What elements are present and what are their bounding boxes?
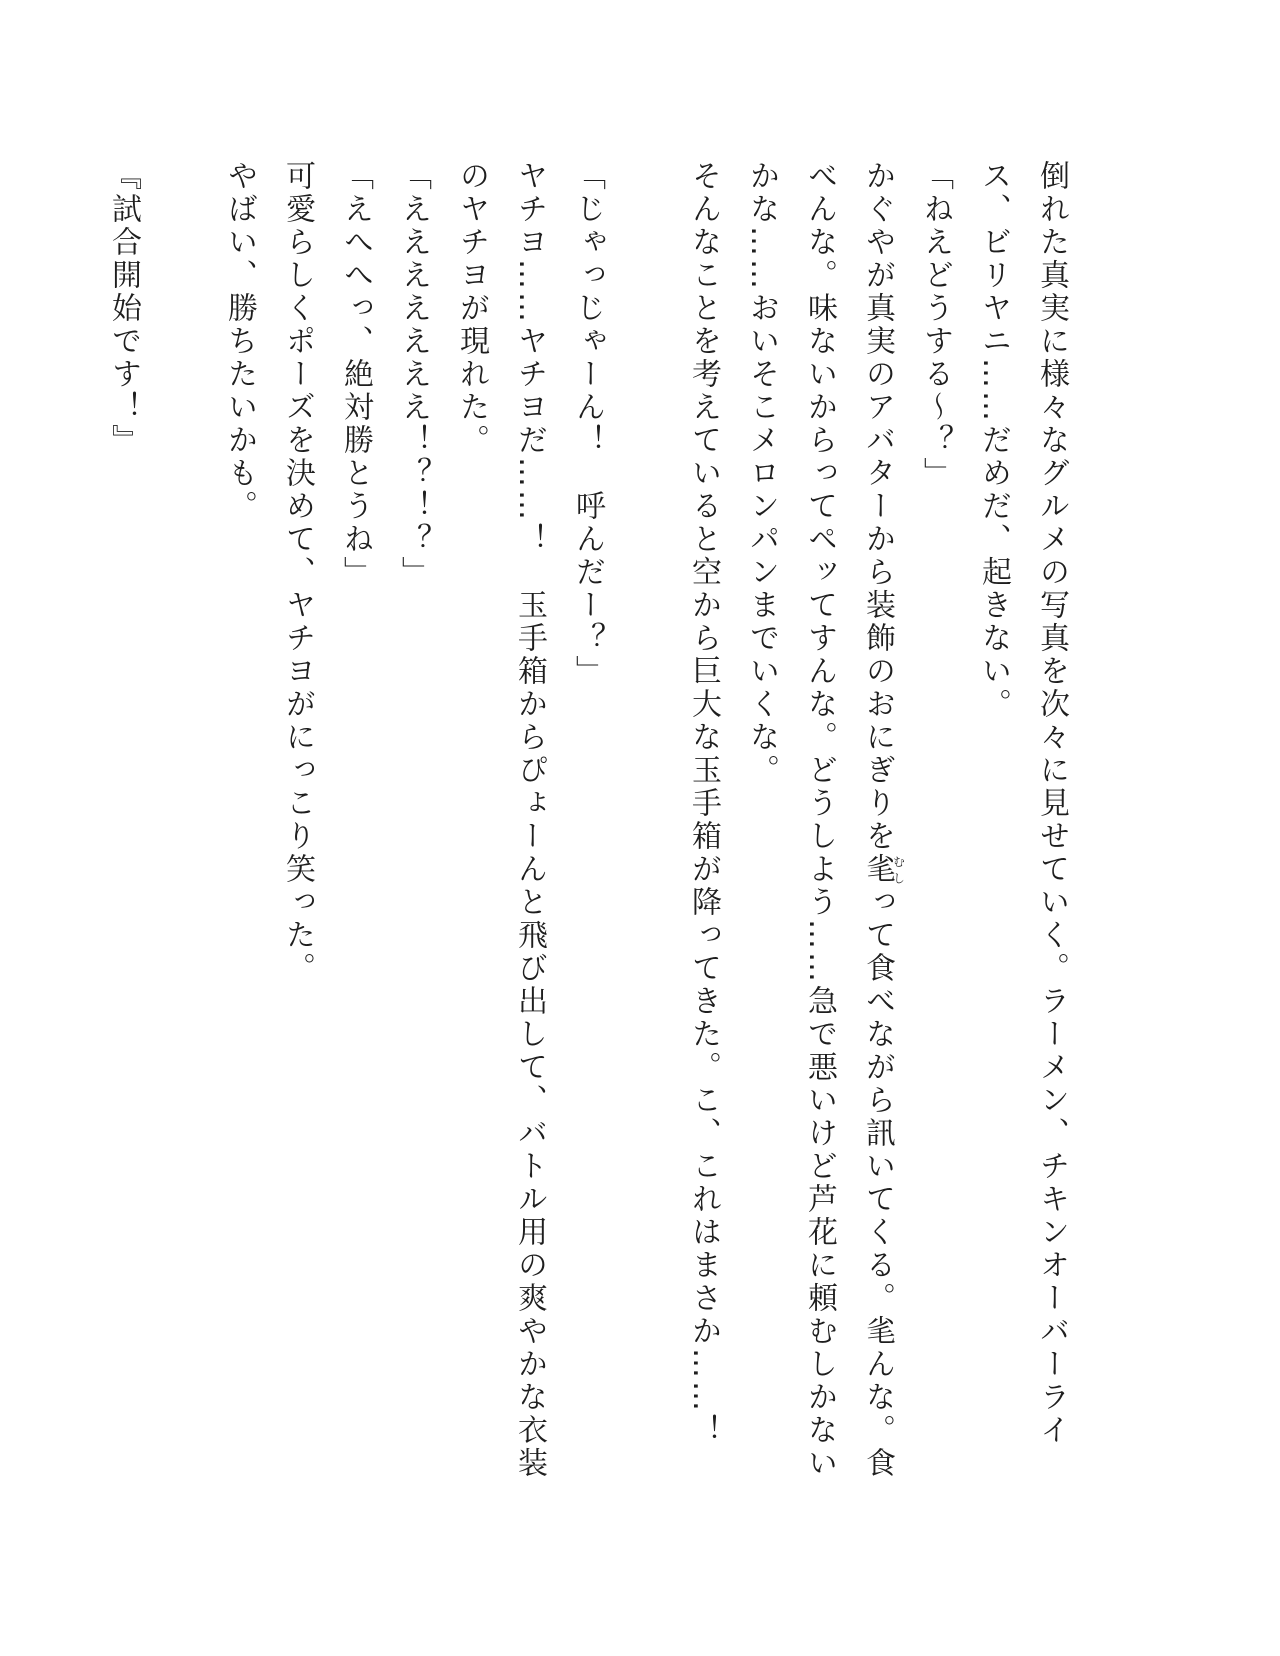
paragraph-9: 可愛らしくポーズを決めて、ヤチヨがにっこり笑った。 xyxy=(280,160,315,985)
vertical-text-body xyxy=(94,160,1080,1510)
paragraph-10: やばい、勝ちたいかも。 xyxy=(222,160,257,523)
paragraph-4: そんなことを考えていると空から巨大な玉手箱が降ってきた。こ、これはまさか……！ xyxy=(686,160,721,1447)
paragraph-3 xyxy=(732,160,906,1510)
paragraph-spacer xyxy=(616,160,674,1510)
paragraph-3-post: って食べながら訊いてくる。毟んな。食べんな。味ないからってペッてすんな。どうしよう……急で悪いけど芦花に頼むしかないかな……おいそこメロンパンまでいくな。 xyxy=(744,160,895,1480)
paragraph-8: 「えへへっ、絶対勝とうね」 xyxy=(338,160,373,589)
paragraph-3-pre: かぐやが真実のアバターから装飾のおにぎりを xyxy=(860,160,895,853)
ruby-base: 毟 xyxy=(860,853,895,886)
paragraph-5: 「じゃっじゃーん！ 呼んだー？」 xyxy=(570,160,605,688)
paragraph-2: 「ねえどうする〜？」 xyxy=(918,160,953,490)
ruby-mushi xyxy=(860,853,906,886)
paragraph-1: 倒れた真実に様々なグルメの写真を次々に見せていく。ラーメン、チキンオーバーライス、ビリヤニ……だめだ、起きない。 xyxy=(976,160,1069,1447)
paragraph-spacer xyxy=(152,160,210,1510)
paragraph-6: ヤチヨ……ヤチヨだ……！ 玉手箱からぴょーんと飛び出して、バトル用の爽やかな衣装のヤチヨが現れた。 xyxy=(454,160,547,1480)
ruby-reading: むし xyxy=(891,853,906,886)
paragraph-7: 「えええええええ！？！？」 xyxy=(396,160,431,589)
paragraph-11: 『試合開始です！』 xyxy=(106,160,141,457)
